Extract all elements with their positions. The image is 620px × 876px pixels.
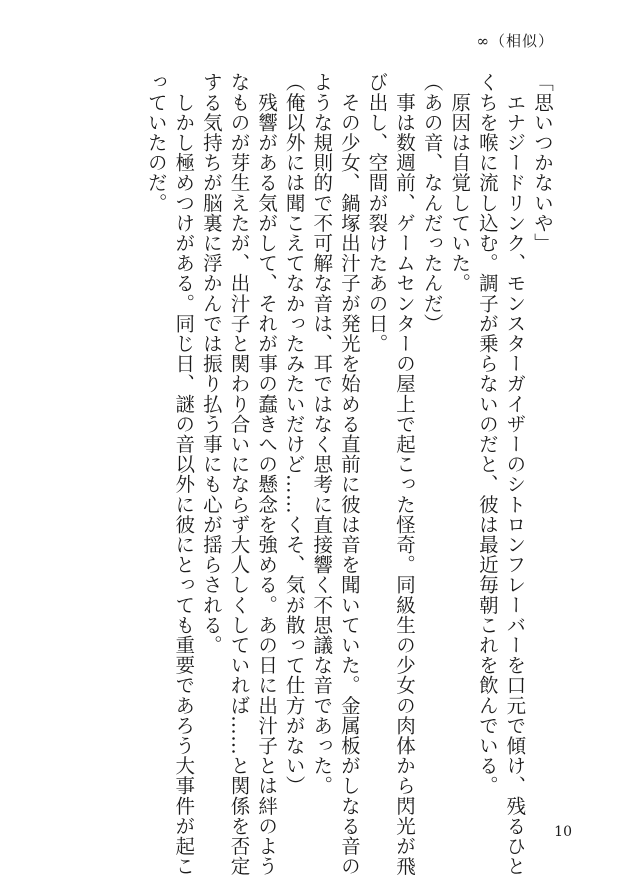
text-line: 事は数週前、ゲームセンターの屋上で起こった怪奇。同級生の少女の肉体から閃光が飛: [393, 72, 417, 876]
text-line: び出し、空間が裂けたあの日。: [365, 72, 389, 354]
text-line: 残響がある気がして、それが事の蠢きへの懸念を強める。あの日に出汁子とは絆のよう: [255, 72, 279, 876]
text-line: 「思いつかないや」: [531, 72, 554, 253]
text-line: その少女、鍋塚出汁子が発光を始める直前に彼は音を聞いていた。金属板がしなる音の: [337, 72, 361, 876]
text-line: エナジードリンク、モンスターガイザーのシトロンフレーバーを口元で傾け、残るひと: [503, 72, 527, 876]
text-line: くちを喉に流し込む。調子が乗らないのだと、彼は最近毎朝これを飲んでいる。: [475, 72, 499, 796]
text-line: なものが芽生えたが、出汁子と関わり合いにならず大人しくしていれば……と関係を否定: [227, 72, 251, 876]
running-header: ∞（相似）: [476, 32, 554, 50]
text-line: っていたのだ。: [144, 72, 168, 213]
page-number: 10: [554, 824, 572, 840]
text-line: ような規則的で不可解な音は、耳ではなく思考に直接響く不思議な音であった。: [310, 72, 334, 796]
text-line: 原因は自覚していた。: [448, 72, 472, 294]
text-line: （俺以外には聞こえてなかったみたいだけど……くそ、気が散って仕方がない）: [282, 72, 306, 796]
body-text: [142, 72, 556, 876]
text-line: （あの音、なんだったんだ）: [420, 72, 444, 334]
text-line: する気持ちが脳裏に浮かんでは振り払う事にも心が揺らされる。: [199, 72, 223, 655]
text-line: しかし極めつけがある。同じ日、謎の音以外に彼にとっても重要であろう大事件が起こ: [172, 72, 196, 876]
